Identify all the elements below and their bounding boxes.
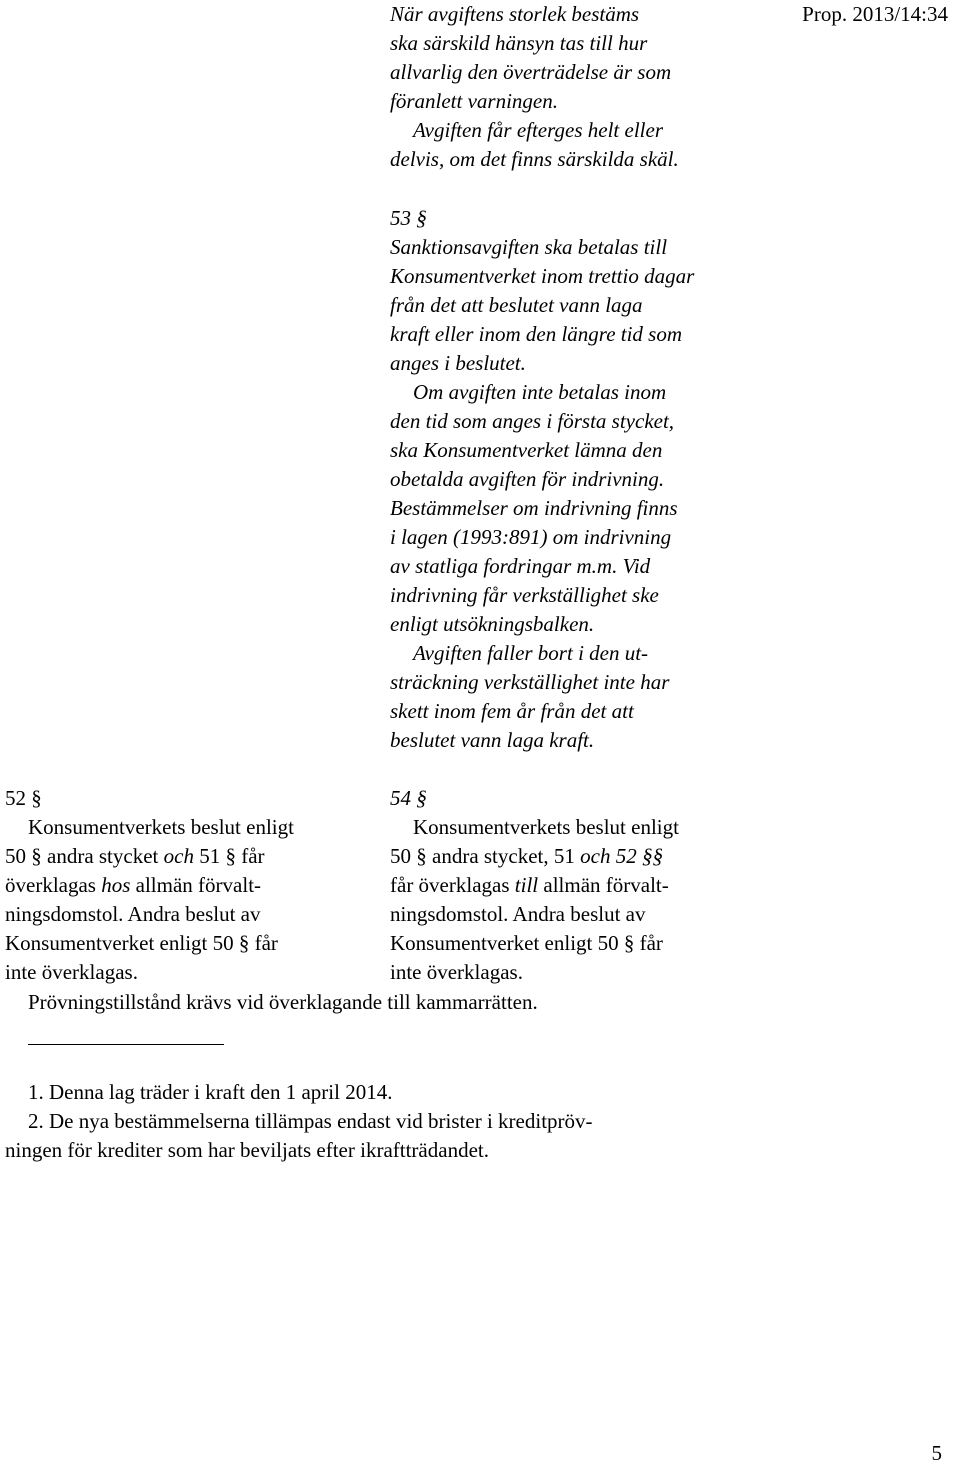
provision-2-line-2: ningen för krediter som har beviljats efter ikraftträdandet. xyxy=(5,1138,489,1162)
text-line xyxy=(390,842,663,871)
text-line: Konsumentverket enligt 50 § får xyxy=(5,931,278,955)
italic-span: till xyxy=(514,873,539,897)
text-line xyxy=(5,842,265,871)
proposition-reference: Prop. 2013/14:34 xyxy=(802,2,948,26)
text-span: 51 § får xyxy=(193,844,265,868)
text-line: ningsdomstol. Andra beslut av xyxy=(5,902,261,926)
provision-1: 1. Denna lag träder i kraft den 1 april 2014. xyxy=(28,1080,393,1104)
text-line: Avgiften faller bort i den ut- xyxy=(413,641,649,665)
italic-span: och xyxy=(163,844,194,868)
text-span: överklagas xyxy=(5,873,102,897)
text-line: Om avgiften inte betalas inom xyxy=(413,380,667,404)
text-line: Konsumentverket inom trettio dagar xyxy=(390,264,695,288)
text-span: får överklagas xyxy=(390,873,515,897)
text-line: inte överklagas. xyxy=(390,960,523,984)
provision-2-line-1: 2. De nya bestämmelserna tillämpas endast vid brister i kreditpröv- xyxy=(28,1109,593,1133)
text-line: den tid som anges i första stycket, xyxy=(390,409,675,433)
footnote-divider xyxy=(28,1044,224,1045)
text-line: Konsumentverket enligt 50 § får xyxy=(390,931,663,955)
text-line xyxy=(5,871,261,900)
text-line: Sanktionsavgiften ska betalas till xyxy=(390,235,668,259)
text-line xyxy=(390,871,669,900)
text-line: delvis, om det finns särskilda skäl. xyxy=(390,147,679,171)
text-line: sträckning verkställighet inte har xyxy=(390,670,670,694)
text-line: skett inom fem år från det att xyxy=(390,699,634,723)
text-line: från det att beslutet vann laga xyxy=(390,293,643,317)
text-line: ningsdomstol. Andra beslut av xyxy=(390,902,646,926)
text-line: När avgiftens storlek bestäms xyxy=(390,2,640,26)
text-line: enligt utsökningsbalken. xyxy=(390,612,595,636)
section-54-heading: 54 § xyxy=(390,786,427,810)
text-line: inte överklagas. xyxy=(5,960,138,984)
text-line: i lagen (1993:891) om indrivning xyxy=(390,525,672,549)
text-line: Konsumentverkets beslut enligt xyxy=(28,815,294,839)
text-line: kraft eller inom den längre tid som xyxy=(390,322,683,346)
text-span: 50 § andra stycket xyxy=(5,844,164,868)
text-line: beslutet vann laga kraft. xyxy=(390,728,595,752)
text-line: indrivning får verkställighet ske xyxy=(390,583,659,607)
page-number: 5 xyxy=(931,1441,942,1465)
text-line: av statliga fordringar m.m. Vid xyxy=(390,554,651,578)
text-line: ska Konsumentverket lämna den xyxy=(390,438,663,462)
text-span: allmän förvalt- xyxy=(538,873,669,897)
text-line: obetalda avgiften för indrivning. xyxy=(390,467,665,491)
italic-span: och 52 §§ xyxy=(580,844,663,868)
text-line: anges i beslutet. xyxy=(390,351,526,375)
text-line: Konsumentverkets beslut enligt xyxy=(413,815,679,839)
italic-span: hos xyxy=(101,873,131,897)
text-line: ska särskild hänsyn tas till hur xyxy=(390,31,648,55)
text-line: Bestämmelser om indrivning finns xyxy=(390,496,678,520)
text-line: Avgiften får efterges helt eller xyxy=(413,118,663,142)
section-52-heading: 52 § xyxy=(5,786,42,810)
text-span: allmän förvalt- xyxy=(130,873,262,897)
text-line: allvarlig den överträdelse är som xyxy=(390,60,672,84)
text-line: föranlett varningen. xyxy=(390,89,558,113)
shared-paragraph: Prövningstillstånd krävs vid överklagande till kammarrätten. xyxy=(28,990,538,1014)
text-span: 50 § andra stycket, 51 xyxy=(390,844,581,868)
section-53-heading: 53 § xyxy=(390,206,427,230)
